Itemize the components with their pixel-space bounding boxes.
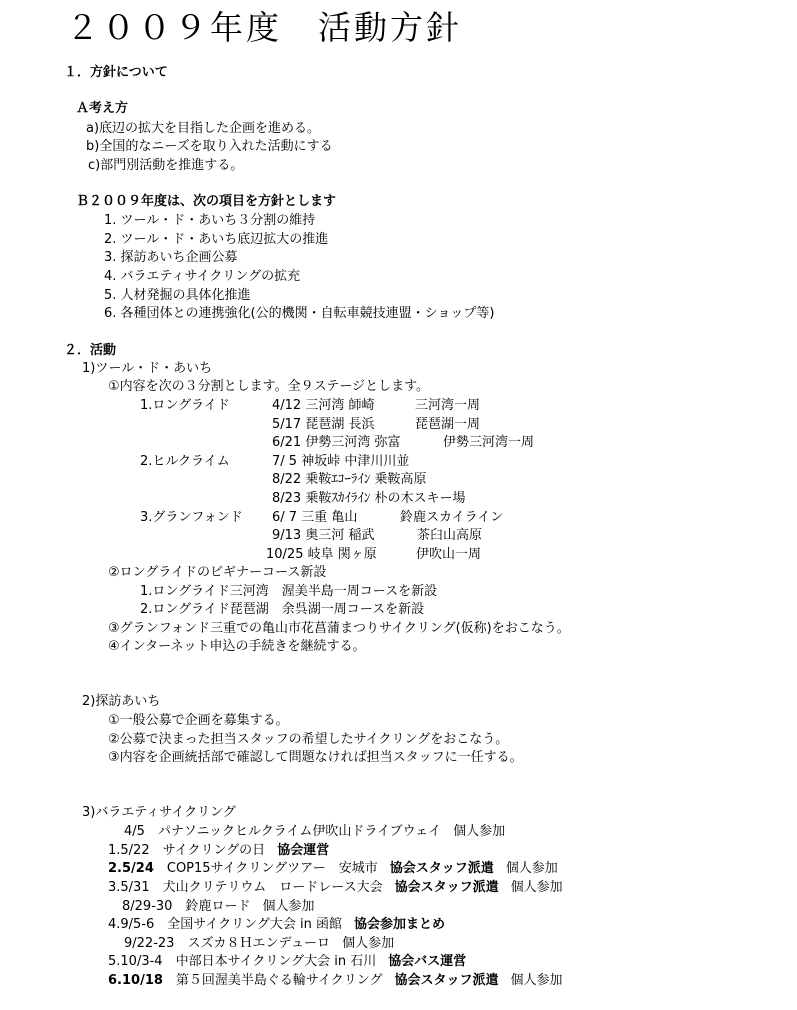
tour-subitem: 2.ロングライド琵琶湖 余呉湖一周コースを新設 <box>140 602 425 617</box>
variety-event: 中部日本サイクリング大会 in 石川 <box>175 954 377 969</box>
variety-participation: 個人参加 <box>505 861 558 876</box>
variety-date: 10/18 <box>121 973 176 988</box>
stage-date: 10/25 <box>266 547 308 562</box>
variety-row <box>108 860 558 878</box>
variety-event: 第５回渥美半島ぐる輪サイクリング <box>175 973 383 988</box>
stage-category: 3.グランフォンド <box>140 510 243 525</box>
variety-event: スズカ８Ｈエンデューロ <box>187 936 331 951</box>
variety-row <box>108 972 563 990</box>
variety-date: 4/5 <box>124 824 158 839</box>
stage-row <box>272 490 465 508</box>
variety-participation: 個人参加 <box>510 973 563 988</box>
variety-date: 5/31 <box>120 880 163 895</box>
variety-heading: 3)バラエティサイクリング <box>82 805 236 820</box>
policy-b-item: 4. バラエティサイクリングの拡充 <box>104 269 301 284</box>
section-1-heading: １．方針について <box>64 65 168 80</box>
stage-place: 奥三河 稲武 <box>305 528 375 543</box>
section-2-heading: ２．活動 <box>64 343 117 358</box>
stage-place: 乗鞍ｽｶｲﾗｲﾝ 朴の木スキー場 <box>305 491 466 506</box>
variety-staff: 協会スタッフ派遣 <box>394 973 499 988</box>
policy-b-item: 5. 人材発掘の具体化推進 <box>104 288 251 303</box>
tour-subitem: 1.ロングライド三河湾 渥美半島一周コースを新設 <box>140 584 438 599</box>
stage-category: 1.ロングライド <box>140 398 230 413</box>
variety-staff: 協会運営 <box>277 843 330 858</box>
variety-participation: 個人参加 <box>510 880 563 895</box>
stage-date: 6/ 7 <box>272 510 302 525</box>
variety-row <box>108 879 563 897</box>
variety-event: COP15サイクリングツアー 安城市 <box>166 861 378 876</box>
policy-b-item: 1. ツール・ド・あいち３分割の維持 <box>104 213 316 228</box>
variety-date: 8/29-30 <box>122 899 186 914</box>
stage-row <box>272 453 409 471</box>
stage-place: 乗鞍ｴｺｰﾗｲﾝ 乗鞍高原 <box>305 472 427 487</box>
policy-a-heading: Ａ考え方 <box>76 101 129 116</box>
tour-item: ①内容を次の３分割とします。全９ステージとします。 <box>108 379 430 394</box>
variety-participation: 個人参加 <box>342 936 395 951</box>
stage-place: 神坂峠 中津川川並 <box>301 454 410 469</box>
stage-place: 伊勢三河湾 弥富 <box>305 435 401 450</box>
stage-place: 岐阜 関ヶ原 <box>307 547 377 562</box>
variety-row <box>108 842 329 860</box>
variety-row <box>108 953 466 971</box>
policy-b-item: 6. 各種団体との連携強化(公的機関・自転車競技連盟・ショップ等) <box>104 306 495 321</box>
stage-row <box>272 471 426 489</box>
variety-event: パナソニックヒルクライム伊吹山ドライブウェイ <box>157 824 442 839</box>
tanbou-heading: 2)探訪あいち <box>82 694 161 709</box>
policy-b-item: 3. 探訪あいち企画公募 <box>104 250 238 265</box>
tour-heading: 1)ツール・ド・あいち <box>82 361 213 376</box>
stage-route: 伊勢三河湾一周 <box>443 435 535 450</box>
variety-date: 10/3-4 <box>120 954 176 969</box>
variety-event: 犬山クリテリウム ロードレース大会 <box>162 880 383 895</box>
stage-route: 鈴鹿スカイライン <box>400 510 504 525</box>
stage-route: 茶臼山高原 <box>417 528 483 543</box>
tanbou-item: ②公募で決まった担当スタッフの希望したサイクリングをおこなう。 <box>108 732 509 747</box>
tour-item: ④インターネット申込の手続きを継続する。 <box>108 639 366 654</box>
stage-date: 5/17 <box>272 417 306 432</box>
variety-staff: 協会バス運営 <box>388 954 467 969</box>
variety-row <box>122 898 314 916</box>
policy-b-item: 2. ツール・ド・あいち底辺拡大の推進 <box>104 232 329 247</box>
variety-staff: 協会スタッフ派遣 <box>389 861 494 876</box>
stage-place: 琵琶湖 長浜 <box>305 417 375 432</box>
stage-date: 6/21 <box>272 435 306 450</box>
stage-date: 9/13 <box>272 528 306 543</box>
variety-participation: 個人参加 <box>453 824 506 839</box>
stage-date: 8/23 <box>272 491 306 506</box>
variety-row <box>108 916 445 934</box>
stage-row <box>272 397 374 415</box>
tanbou-item: ①一般公募で企画を募集する。 <box>108 713 289 728</box>
variety-staff: 協会参加まとめ <box>353 917 445 932</box>
variety-date: 5/24 <box>121 861 167 876</box>
variety-date: 5/22 <box>120 843 163 858</box>
stage-row <box>266 546 377 564</box>
variety-event: サイクリングの日 <box>162 843 266 858</box>
stage-date: 7/ 5 <box>272 454 302 469</box>
variety-number: 4. <box>108 917 121 932</box>
stage-place: 三河湾 師崎 <box>305 398 375 413</box>
policy-b-heading: Ｂ２００９年度は、次の項目を方針とします <box>76 194 337 209</box>
stage-row <box>272 434 400 452</box>
variety-number: 3. <box>108 880 121 895</box>
stage-route: 琵琶湖一周 <box>415 417 481 432</box>
tour-item: ②ロングライドのビギナーコース新設 <box>108 565 327 580</box>
variety-date: 9/22-23 <box>124 936 188 951</box>
policy-a-item: b)全国的なニーズを取り入れた活動にする <box>86 139 333 154</box>
stage-row <box>272 527 374 545</box>
stage-route: 三河湾一周 <box>415 398 481 413</box>
stage-category: 2.ヒルクライム <box>140 454 230 469</box>
variety-number: 5. <box>108 954 121 969</box>
variety-row <box>124 823 505 841</box>
page-title: ２００９年度 活動方針 <box>66 8 462 47</box>
variety-participation: 個人参加 <box>262 899 315 914</box>
variety-event: 全国サイクリング大会 in 函館 <box>167 917 342 932</box>
variety-number: 6. <box>108 973 122 988</box>
policy-a-item: c)部門別活動を推進する。 <box>88 158 244 173</box>
variety-number: 1. <box>108 843 121 858</box>
tour-item: ③グランフォンド三重での亀山市花菖蒲まつりサイクリング(仮称)をおこなう。 <box>108 621 570 636</box>
variety-row <box>124 935 394 953</box>
variety-number: 2. <box>108 861 122 876</box>
variety-date: 9/5-6 <box>120 917 168 932</box>
policy-a-item: a)底辺の拡大を目指した企画を進める。 <box>86 121 321 136</box>
variety-event: 鈴鹿ロード <box>185 899 251 914</box>
stage-place: 三重 亀山 <box>301 510 358 525</box>
stage-row <box>272 416 374 434</box>
stage-date: 8/22 <box>272 472 306 487</box>
variety-staff: 協会スタッフ派遣 <box>394 880 499 895</box>
stage-route: 伊吹山一周 <box>416 547 482 562</box>
tanbou-item: ③内容を企画統括部で確認して問題なければ担当スタッフに一任する。 <box>108 750 523 765</box>
stage-date: 4/12 <box>272 398 306 413</box>
stage-row <box>272 509 357 527</box>
